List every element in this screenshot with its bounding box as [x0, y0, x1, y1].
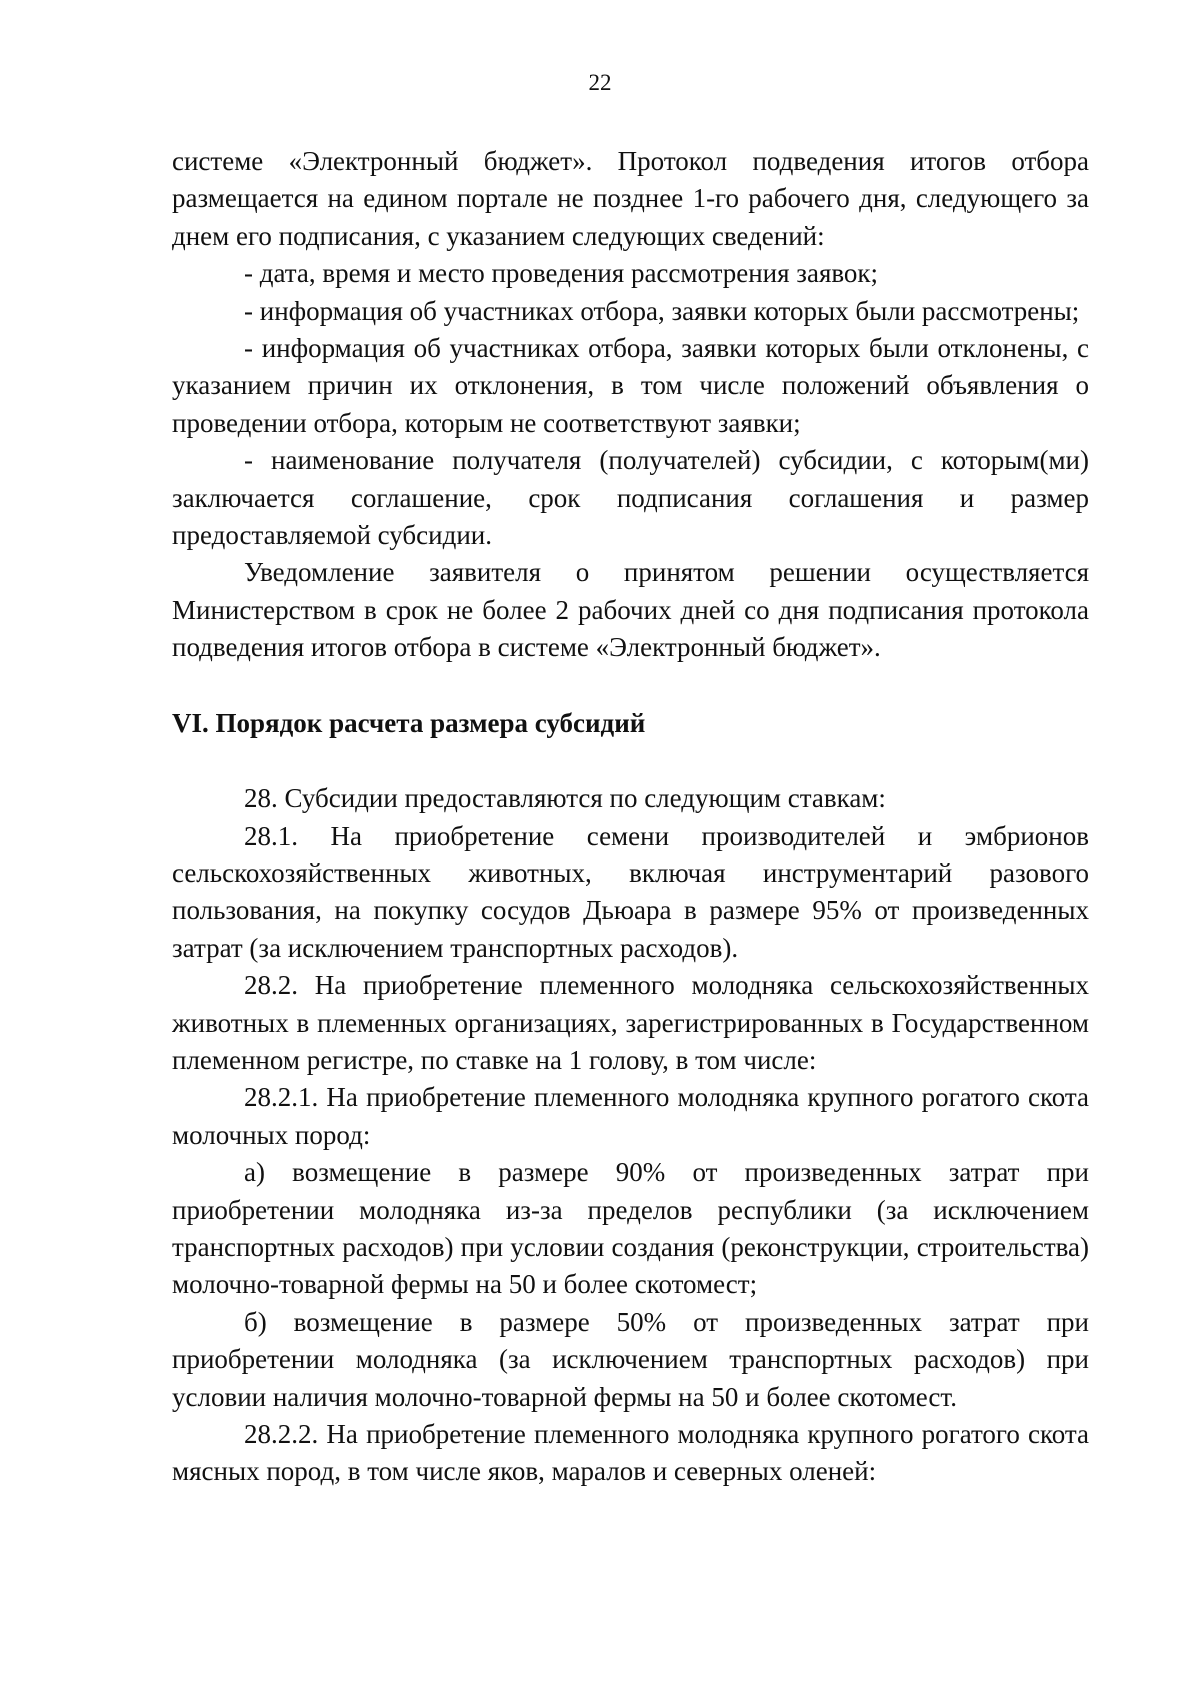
list-item: а) возмещение в размере 90% от произведенных затрат при приобретении молодняка из-за пределов республики (за исключением транспортных расходов) при условии создания (реконструкции, строительства) молочно-товарной фермы на 50 и более скотомест; — [172, 1157, 1089, 1300]
list-item: - информация об участниках отбора, заявки которых были отклонены, с указанием причин их отклонения, в том числе положений объявления о проведении отбора, которым не соответствуют заявки; — [172, 333, 1089, 438]
section-text-bottom — [172, 780, 1089, 1491]
spacer — [172, 742, 1089, 780]
document-body — [172, 143, 1089, 1491]
list-item: - информация об участниках отбора, заявки которых были рассмотрены; — [244, 295, 1080, 326]
page-number: 22 — [588, 70, 612, 95]
paragraph: 28.2.1. На приобретение племенного молодняка крупного рогатого скота молочных пород: — [172, 1082, 1089, 1150]
paragraph: 28.2. На приобретение племенного молодняка сельскохозяйственных животных в племенных организациях, зарегистрированных в Государственном племенном регистре, по ставке на 1 голову, в том числе: — [172, 970, 1089, 1075]
paragraph: системе «Электронный бюджет». Протокол подведения итогов отбора размещается на едином портале не позднее 1-го рабочего дня, следующего за днем его подписания, с указанием следующих сведений: — [172, 146, 1089, 251]
list-item: - дата, время и место проведения рассмотрения заявок; — [244, 258, 879, 289]
list-item: б) возмещение в размере 50% от произведенных затрат при приобретении молодняка (за исключением транспортных расходов) при условии наличия молочно-товарной фермы на 50 и более скотомест. — [172, 1306, 1089, 1412]
section-text-top — [172, 143, 1089, 667]
spacer — [172, 667, 1089, 705]
paragraph: 28. Субсидии предоставляются по следующим ставкам: — [244, 783, 886, 814]
paragraph: 28.1. На приобретение семени производителей и эмбрионов сельскохозяйственных животных, включая инструментарий разового пользования, на покупку сосудов Дьюара в размере 95% от произведенных затрат (за исключением транспортных расходов). — [172, 820, 1089, 963]
section-heading: VI. Порядок расчета размера субсидий — [172, 707, 646, 738]
list-item: - наименование получателя (получателей) субсидии, с которым(ми) заключается соглашение, срок подписания соглашения и размер предоставляемой субсидии. — [172, 445, 1089, 551]
paragraph: 28.2.2. На приобретение племенного молодняка крупного рогатого скота мясных пород, в том числе яков, маралов и северных оленей: — [172, 1419, 1089, 1487]
paragraph: Уведомление заявителя о принятом решении осуществляется Министерством в срок не более 2 рабочих дней со дня подписания протокола подведения итогов отбора в системе «Электронный бюджет». — [172, 557, 1089, 663]
